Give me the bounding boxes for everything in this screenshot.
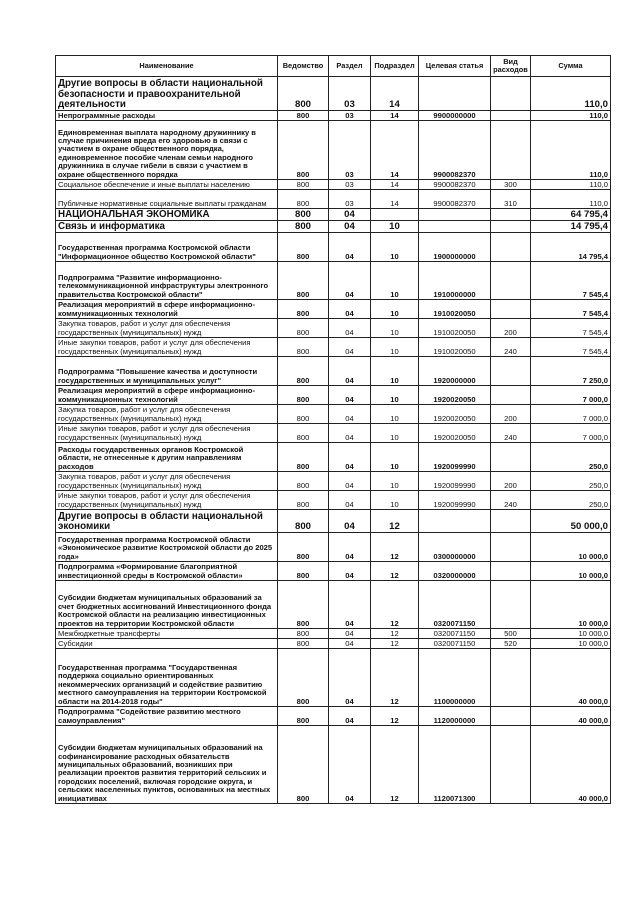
table-row (56, 221, 611, 233)
cell-expense-type (491, 581, 531, 629)
cell-dept: 800 (278, 319, 329, 338)
cell-sum: 250,0 (531, 472, 611, 491)
cell-expense-type: 520 (491, 639, 531, 649)
cell-name: Субсидии бюджетам муниципальных образований на софинансирование расходных обязательств муниципальных образований, возникших при реализации проектов развития территорий сельских и городских поселений, включая городские округа, и сельских населенных пунктов, основанных на местных инициативах (56, 726, 278, 804)
cell-expense-type (491, 357, 531, 386)
table-row (56, 300, 611, 319)
cell-target-article: 9900000000 (419, 111, 491, 121)
header-target-article: Целевая статья (419, 56, 491, 77)
cell-sum: 7 545,4 (531, 262, 611, 300)
table-row (56, 639, 611, 649)
table-row (56, 77, 611, 111)
cell-sum: 7 000,0 (531, 424, 611, 443)
cell-expense-type (491, 510, 531, 533)
cell-section: 04 (329, 233, 371, 262)
cell-dept: 800 (278, 424, 329, 443)
cell-expense-type (491, 726, 531, 804)
cell-target-article: 0320071150 (419, 639, 491, 649)
cell-expense-type (491, 707, 531, 726)
cell-subsection: 10 (371, 491, 419, 510)
cell-subsection: 12 (371, 707, 419, 726)
cell-subsection: 14 (371, 190, 419, 209)
cell-subsection: 14 (371, 77, 419, 111)
cell-target-article: 0320071150 (419, 629, 491, 639)
cell-expense-type (491, 300, 531, 319)
cell-section: 04 (329, 386, 371, 405)
cell-name: Закупка товаров, работ и услуг для обеспечения государственных (муниципальных) нужд (56, 319, 278, 338)
cell-expense-type (491, 262, 531, 300)
table-row (56, 190, 611, 209)
cell-section: 04 (329, 639, 371, 649)
cell-expense-type: 310 (491, 190, 531, 209)
cell-expense-type: 200 (491, 405, 531, 424)
cell-section: 04 (329, 357, 371, 386)
cell-sum: 110,0 (531, 77, 611, 111)
cell-subsection (371, 209, 419, 221)
table-row (56, 209, 611, 221)
cell-expense-type: 240 (491, 424, 531, 443)
cell-dept: 800 (278, 77, 329, 111)
cell-sum: 7 250,0 (531, 357, 611, 386)
cell-dept: 800 (278, 629, 329, 639)
cell-target-article: 1920099990 (419, 472, 491, 491)
cell-expense-type: 200 (491, 319, 531, 338)
cell-name: Субсидии (56, 639, 278, 649)
budget-sheet (55, 55, 610, 804)
cell-subsection: 10 (371, 300, 419, 319)
table-row (56, 424, 611, 443)
cell-dept: 800 (278, 190, 329, 209)
cell-dept: 800 (278, 221, 329, 233)
cell-dept: 800 (278, 386, 329, 405)
cell-section: 04 (329, 562, 371, 581)
cell-name: Государственная программа Костромской области "Информационное общество Костромской области" (56, 233, 278, 262)
cell-dept: 800 (278, 121, 329, 180)
cell-expense-type (491, 562, 531, 581)
cell-sum: 250,0 (531, 443, 611, 472)
cell-target-article: 1900000000 (419, 233, 491, 262)
cell-sum: 14 795,4 (531, 221, 611, 233)
header-expense-type: Вид расходов (491, 56, 531, 77)
cell-sum: 7 545,4 (531, 338, 611, 357)
cell-name: Социальное обеспечение и иные выплаты населению (56, 180, 278, 190)
cell-dept: 800 (278, 233, 329, 262)
cell-section: 04 (329, 491, 371, 510)
cell-expense-type (491, 209, 531, 221)
cell-section: 04 (329, 443, 371, 472)
cell-target-article (419, 221, 491, 233)
cell-dept: 800 (278, 405, 329, 424)
cell-sum: 110,0 (531, 111, 611, 121)
cell-sum: 250,0 (531, 491, 611, 510)
cell-sum: 7 545,4 (531, 319, 611, 338)
cell-section: 04 (329, 581, 371, 629)
cell-name: Закупка товаров, работ и услуг для обеспечения государственных (муниципальных) нужд (56, 405, 278, 424)
cell-dept: 800 (278, 510, 329, 533)
table-row (56, 121, 611, 180)
cell-sum: 10 000,0 (531, 639, 611, 649)
cell-name: Подпрограмма "Повышение качества и доступности государственных и муниципальных услуг" (56, 357, 278, 386)
cell-section: 03 (329, 111, 371, 121)
cell-dept: 800 (278, 649, 329, 707)
cell-sum: 110,0 (531, 180, 611, 190)
cell-name: Реализация мероприятий в сфере информационно-коммуникационных технологий (56, 300, 278, 319)
cell-sum: 40 000,0 (531, 707, 611, 726)
cell-subsection: 12 (371, 510, 419, 533)
cell-target-article: 1910020050 (419, 338, 491, 357)
cell-name: Другие вопросы в области национальной экономики (56, 510, 278, 533)
cell-sum: 7 000,0 (531, 405, 611, 424)
cell-dept: 800 (278, 209, 329, 221)
cell-section: 04 (329, 726, 371, 804)
cell-section: 03 (329, 121, 371, 180)
cell-expense-type (491, 386, 531, 405)
cell-subsection: 10 (371, 338, 419, 357)
cell-target-article (419, 77, 491, 111)
cell-name: Связь и информатика (56, 221, 278, 233)
cell-dept: 800 (278, 581, 329, 629)
cell-sum: 10 000,0 (531, 533, 611, 562)
cell-dept: 800 (278, 491, 329, 510)
table-row (56, 262, 611, 300)
cell-dept: 800 (278, 726, 329, 804)
cell-subsection: 10 (371, 472, 419, 491)
cell-expense-type (491, 443, 531, 472)
cell-name: Другие вопросы в области национальной безопасности и правоохранительной деятельности (56, 77, 278, 111)
cell-subsection: 12 (371, 726, 419, 804)
header-dept: Ведомство (278, 56, 329, 77)
table-row (56, 233, 611, 262)
table-row (56, 707, 611, 726)
cell-sum: 7 545,4 (531, 300, 611, 319)
cell-subsection: 10 (371, 405, 419, 424)
cell-dept: 800 (278, 533, 329, 562)
table-row (56, 386, 611, 405)
cell-expense-type: 300 (491, 180, 531, 190)
cell-target-article: 0320000000 (419, 562, 491, 581)
cell-name: Подпрограмма "Развитие информационно-телекоммуникационной инфраструктуры электронного правительства Костромской области" (56, 262, 278, 300)
cell-target-article: 1920099990 (419, 443, 491, 472)
cell-target-article: 0300000000 (419, 533, 491, 562)
cell-subsection: 14 (371, 111, 419, 121)
cell-name: Единовременная выплата народному дружиннику в случае причинения вреда его здоровью в связи с участием в охране общественного порядка, единовременное пособие членам семьи народного дружинника в случае гибели в связи с участием в охране общественного порядка (56, 121, 278, 180)
cell-name: НАЦИОНАЛЬНАЯ ЭКОНОМИКА (56, 209, 278, 221)
cell-section: 04 (329, 405, 371, 424)
table-row (56, 319, 611, 338)
cell-section: 04 (329, 649, 371, 707)
cell-sum: 110,0 (531, 190, 611, 209)
cell-subsection: 12 (371, 581, 419, 629)
budget-table (55, 55, 611, 804)
cell-dept: 800 (278, 338, 329, 357)
cell-subsection: 10 (371, 357, 419, 386)
cell-section: 04 (329, 221, 371, 233)
cell-name: Межбюджетные трансферты (56, 629, 278, 639)
cell-target-article: 1910020050 (419, 300, 491, 319)
cell-name: Субсидии бюджетам муниципальных образований за счет бюджетных ассигнований Инвестиционного фонда Костромской области на реализацию инвестиционных проектов на территории Костромской области (56, 581, 278, 629)
cell-expense-type (491, 77, 531, 111)
cell-name: Государственная программа Костромской области «Экономическое развитие Костромской области до 2025 года» (56, 533, 278, 562)
table-row (56, 510, 611, 533)
cell-subsection: 10 (371, 424, 419, 443)
cell-expense-type: 240 (491, 338, 531, 357)
cell-dept: 800 (278, 111, 329, 121)
cell-section: 04 (329, 424, 371, 443)
cell-dept: 800 (278, 180, 329, 190)
cell-section: 04 (329, 510, 371, 533)
cell-expense-type (491, 649, 531, 707)
cell-name: Подпрограмма "Содействие развитию местного самоуправления" (56, 707, 278, 726)
cell-target-article: 1100000000 (419, 649, 491, 707)
table-row (56, 491, 611, 510)
cell-sum: 40 000,0 (531, 726, 611, 804)
cell-name: Непрограммные расходы (56, 111, 278, 121)
cell-dept: 800 (278, 639, 329, 649)
cell-subsection: 10 (371, 262, 419, 300)
cell-sum: 7 000,0 (531, 386, 611, 405)
table-row (56, 405, 611, 424)
table-row (56, 562, 611, 581)
cell-subsection: 12 (371, 533, 419, 562)
cell-target-article (419, 510, 491, 533)
cell-sum: 64 795,4 (531, 209, 611, 221)
cell-section: 03 (329, 77, 371, 111)
cell-subsection: 10 (371, 386, 419, 405)
cell-subsection: 14 (371, 180, 419, 190)
table-body (56, 77, 611, 804)
cell-sum: 40 000,0 (531, 649, 611, 707)
table-row (56, 180, 611, 190)
cell-expense-type (491, 221, 531, 233)
header-subsection: Подраздел (371, 56, 419, 77)
header-sum: Сумма (531, 56, 611, 77)
cell-target-article: 9900082370 (419, 121, 491, 180)
cell-expense-type: 240 (491, 491, 531, 510)
table-row (56, 726, 611, 804)
cell-name: Реализация мероприятий в сфере информационно-коммуникационных технологий (56, 386, 278, 405)
cell-name: Расходы государственных органов Костромской области, не отнесенные к другим направлениям расходов (56, 443, 278, 472)
cell-expense-type (491, 111, 531, 121)
table-row (56, 111, 611, 121)
cell-subsection: 12 (371, 562, 419, 581)
cell-section: 04 (329, 533, 371, 562)
cell-subsection: 10 (371, 443, 419, 472)
cell-name: Государственная программа "Государственная поддержка социально ориентированных некоммерческих организаций и содействие развитию местного самоуправления на территории Костромской области на 2014-2018 годы" (56, 649, 278, 707)
header-section: Раздел (329, 56, 371, 77)
cell-subsection: 12 (371, 629, 419, 639)
cell-target-article: 9900082370 (419, 180, 491, 190)
cell-target-article (419, 209, 491, 221)
cell-target-article: 1910020050 (419, 319, 491, 338)
cell-section: 04 (329, 209, 371, 221)
cell-section: 03 (329, 190, 371, 209)
cell-expense-type: 500 (491, 629, 531, 639)
cell-section: 04 (329, 472, 371, 491)
cell-target-article: 1120071300 (419, 726, 491, 804)
cell-name: Закупка товаров, работ и услуг для обеспечения государственных (муниципальных) нужд (56, 472, 278, 491)
cell-name: Иные закупки товаров, работ и услуг для обеспечения государственных (муниципальных) нужд (56, 491, 278, 510)
cell-subsection: 10 (371, 233, 419, 262)
cell-section: 04 (329, 319, 371, 338)
table-row (56, 338, 611, 357)
cell-sum: 14 795,4 (531, 233, 611, 262)
cell-target-article: 1910000000 (419, 262, 491, 300)
cell-subsection: 14 (371, 121, 419, 180)
cell-target-article: 1920000000 (419, 357, 491, 386)
cell-subsection: 12 (371, 639, 419, 649)
table-row (56, 649, 611, 707)
cell-target-article: 1120000000 (419, 707, 491, 726)
header-name: Наименование (56, 56, 278, 77)
table-row (56, 357, 611, 386)
cell-expense-type (491, 121, 531, 180)
table-header-row (56, 56, 611, 77)
cell-target-article: 1920099990 (419, 491, 491, 510)
cell-target-article: 1920020050 (419, 386, 491, 405)
cell-subsection: 10 (371, 221, 419, 233)
cell-target-article: 0320071150 (419, 581, 491, 629)
cell-name: Иные закупки товаров, работ и услуг для обеспечения государственных (муниципальных) нужд (56, 424, 278, 443)
cell-dept: 800 (278, 707, 329, 726)
cell-dept: 800 (278, 472, 329, 491)
cell-dept: 800 (278, 357, 329, 386)
cell-sum: 50 000,0 (531, 510, 611, 533)
cell-subsection: 10 (371, 319, 419, 338)
cell-sum: 110,0 (531, 121, 611, 180)
table-row (56, 629, 611, 639)
cell-expense-type: 200 (491, 472, 531, 491)
cell-section: 04 (329, 338, 371, 357)
cell-section: 04 (329, 629, 371, 639)
cell-dept: 800 (278, 300, 329, 319)
cell-expense-type (491, 233, 531, 262)
cell-section: 04 (329, 707, 371, 726)
cell-name: Иные закупки товаров, работ и услуг для обеспечения государственных (муниципальных) нужд (56, 338, 278, 357)
cell-sum: 10 000,0 (531, 581, 611, 629)
cell-subsection: 12 (371, 649, 419, 707)
cell-expense-type (491, 533, 531, 562)
cell-target-article: 9900082370 (419, 190, 491, 209)
cell-target-article: 1920020050 (419, 424, 491, 443)
cell-name: Публичные нормативные социальные выплаты гражданам (56, 190, 278, 209)
cell-sum: 10 000,0 (531, 629, 611, 639)
table-row (56, 472, 611, 491)
cell-dept: 800 (278, 443, 329, 472)
cell-sum: 10 000,0 (531, 562, 611, 581)
cell-name: Подпрограмма «Формирование благоприятной инвестиционной среды в Костромской области» (56, 562, 278, 581)
cell-section: 03 (329, 180, 371, 190)
cell-section: 04 (329, 300, 371, 319)
table-row (56, 581, 611, 629)
cell-section: 04 (329, 262, 371, 300)
table-row (56, 443, 611, 472)
cell-dept: 800 (278, 562, 329, 581)
table-row (56, 533, 611, 562)
cell-target-article: 1920020050 (419, 405, 491, 424)
cell-dept: 800 (278, 262, 329, 300)
